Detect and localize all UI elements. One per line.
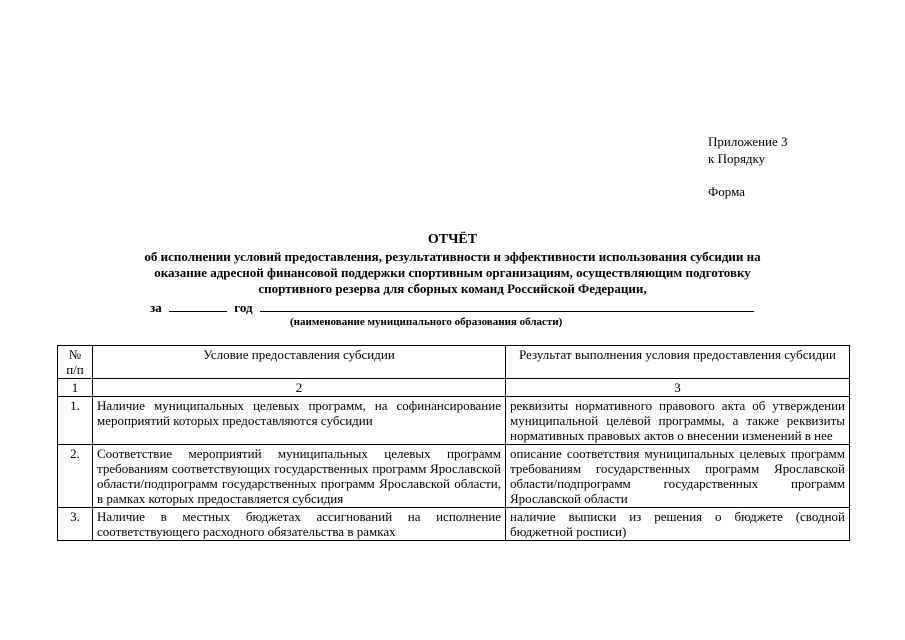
row-condition: Наличие муниципальных целевых программ, на софинансирование мероприятий которых предоставляются субсидии [93,397,506,445]
row-result: реквизиты нормативного правового акта об утверждении муниципальной целевой программы, а также реквизиты нормативных правовых актов о внесении изменений в нее [506,397,850,445]
table-header-row [58,346,850,379]
row-condition: Наличие в местных бюджетах ассигнований на исполнение соответствующего расходного обязательства в рамках [93,508,506,541]
report-subtitle-line-2: оказание адресной финансовой поддержки спортивным организациям, осуществляющим подготовку [154,265,751,280]
municipality-blank-field[interactable] [260,299,754,312]
year-label: год [234,300,253,315]
index-cell-3: 3 [506,379,850,397]
header-number: № п/п [58,346,93,379]
period-prefix: за [150,300,162,315]
table-index-row [58,379,850,397]
row-result: описание соответствия муниципальных целевых программ требованиям государственных программ Ярославской области/подпрограмм государственных программ Ярославской области [506,445,850,508]
row-number: 1. [58,397,93,445]
row-number: 3. [58,508,93,541]
index-cell-1: 1 [58,379,93,397]
municipality-caption: (наименование муниципального образования области) [290,316,563,328]
report-subtitle-line-3: спортивного резерва для сборных команд Российской Федерации, [258,281,647,296]
table-row [58,397,850,445]
header-condition: Условие предоставления субсидии [93,346,506,379]
table-row [58,508,850,541]
form-label: Форма [708,184,745,199]
period-line [150,299,754,316]
appendix-reference: к Порядку [708,151,766,166]
header-result: Результат выполнения условия предоставления субсидии [506,346,850,379]
appendix-number: Приложение 3 [708,134,788,149]
report-title: ОТЧЁТ [427,232,478,247]
index-cell-2: 2 [93,379,506,397]
conditions-table [57,345,850,541]
row-result: наличие выписки из решения о бюджете (сводной бюджетной росписи) [506,508,850,541]
row-condition: Соответствие мероприятий муниципальных целевых программ требованиям соответствующих государственных программ Ярославской области/подпрограмм государственных программ Ярославской области, в рамках которых предоставляется субсидия [93,445,506,508]
appendix-block [708,133,788,200]
report-title-block [0,231,905,297]
table-row [58,445,850,508]
report-subtitle-line-1: об исполнении условий предоставления, результативности и эффективности использования субсидии на [144,249,761,264]
row-number: 2. [58,445,93,508]
year-blank-field[interactable] [169,299,227,312]
